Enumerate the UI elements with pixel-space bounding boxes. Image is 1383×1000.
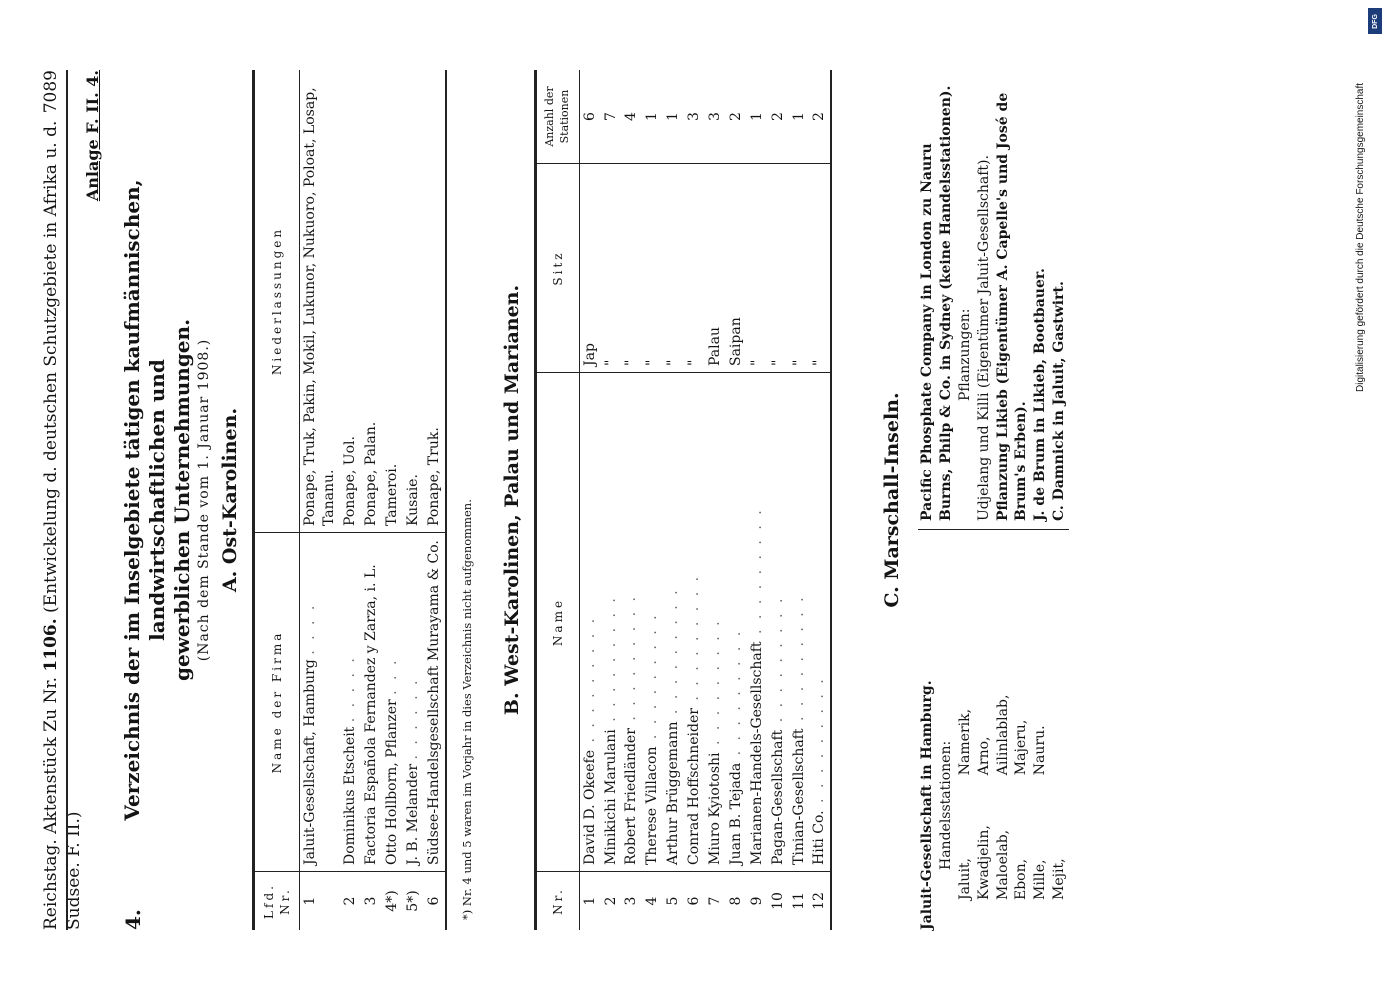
col-name: Name [536, 373, 580, 872]
station-item: Ailinlablab, [994, 694, 1011, 776]
leader-dots: . . . . . . . . . [748, 507, 765, 642]
table-row: 10 Pagan-Gesellschaft . . . . . . . . . " 2 [768, 70, 789, 930]
page-number: 7089 [41, 70, 61, 114]
station-item: Jaluit, [956, 857, 973, 900]
leader-dots: . . . . . . [404, 677, 421, 760]
station-item: Namerik, [956, 708, 973, 776]
table-row: 12 Hiti Co. . . . . . . . . . " 2 [809, 70, 831, 930]
section-b-heading: B. West-Karolinen, Palau und Marianen. [501, 284, 523, 716]
station-item: Nauru. [1032, 725, 1049, 776]
title-number: 4. [121, 909, 145, 930]
title-line-1: Verzeichnis der im Inselgebiete tätigen kaufmännischen, landwirtschaftlichen und [120, 179, 169, 821]
col-anzahl: Anzahl der Stationen [536, 70, 580, 164]
enterprise-line: Burns, Philp & Co. in Sydney (keine Handelsstationen). [937, 85, 954, 521]
digitization-note: Digitalisierung gefördert durch die Deutsche Forschungsgemeinschaft [1355, 82, 1366, 392]
title-subtitle: (Nach dem Stande vom 1. Januar 1908.) [196, 338, 212, 662]
table-row: 2 Dominikus Etscheit . . . . . Ponape, Uol. [340, 70, 361, 930]
leader-dots: . . . [383, 657, 400, 695]
leader-dots: . . . . . . . . . [644, 612, 661, 747]
leader-dots: . . . . . . . . . [602, 595, 619, 730]
marshall-left-column [918, 570, 1069, 930]
leader-dots: . . . . . . . . . [811, 676, 828, 811]
leader-dots: . . . . . [342, 655, 359, 723]
rotated-page [40, 70, 1290, 930]
table-row: 1 Jaluit-Gesellschaft, Hamburg . . . . Ponape, Truk, Pakin, Mokil, Lukunor, Nukuoro, Poloat, Losap, Tananu. [300, 70, 340, 930]
jaluit-title: Jaluit-Gesellschaft in Hamburg. [919, 680, 935, 930]
leader-dots: . . . . . . . . . [790, 594, 807, 729]
enterprise-line: Pflanzung Likieb (Eigentümer A. Capelle's und José de Brum's Erben). [994, 92, 1030, 521]
title-line-2: gewerblichen Unternehmungen. [170, 318, 194, 682]
station-item: Kwadjelin, [975, 825, 992, 900]
col-nr: Nr. [536, 872, 580, 931]
section-a-heading: A. Ost-Karolinen. [219, 407, 241, 593]
enterprise-line: Udjelang und Killi (Eigentümer Jaluit-Gesellschaft). [975, 155, 992, 521]
table-row: 6 Conrad Hoffschneider . . . . . . . . . " 3 [684, 70, 705, 930]
section-a-table [252, 70, 447, 930]
enterprise-line: Pflanzungen: [956, 308, 973, 401]
table-row: 9 Marianen-Handels-Gesellschaft . . . . . . . . . " 1 [747, 70, 768, 930]
enterprise-line: J. de Brum in Likieb, Bootbauer. [1032, 268, 1049, 521]
anlage-label: Anlage F. II. 4. [83, 70, 102, 202]
handelsstationen-label: Handelsstationen: [937, 740, 954, 870]
table-row: 11 Tinian-Gesellschaft . . . . . . . . . " 1 [789, 70, 810, 930]
table-row: 5 Arthur Brüggemann . . . . . . . . . " 1 [663, 70, 684, 930]
station-item: Ebon, [1013, 858, 1030, 900]
table-row: 2 Minikichi Marulani . . . . . . . . . " 7 [601, 70, 622, 930]
leader-dots: . . . . . . . . . [769, 595, 786, 730]
marshall-right-column [918, 81, 1069, 530]
table-row: 8 Juan B. Tejada . . . . . . . . . Saipan 2 [726, 70, 747, 930]
table-row: 4 Therese Villacon . . . . . . . . . " 1 [642, 70, 663, 930]
leader-dots: . . . . . . . . . [686, 573, 703, 709]
station-item: Mejit, [1051, 858, 1068, 900]
leader-dots: . . . . . . . . . [581, 615, 598, 750]
leader-dots: . . . . . . . . . [707, 618, 724, 753]
table-row: 6 Südsee-Handelsgesellschaft Murayama & Co. Ponape, Truk. [424, 70, 446, 930]
station-item: Arno, [975, 736, 992, 776]
table-row: 3 Robert Friedländer . . . . . . . . . " 4 [621, 70, 642, 930]
leader-dots: . . . . . . . . . [727, 628, 744, 763]
enterprise-line: Pacific Phosphate Company in London zu Nauru [919, 143, 935, 521]
stations-col-2 [956, 695, 1069, 776]
table-row: 7 Miuro Kyiotoshi . . . . . . . . . Palau 3 [705, 70, 726, 930]
leader-dots: . . . . . . . . . [665, 587, 682, 722]
table-row: 4*) Otto Hollborn, Pflanzer . . . Tameroi. [382, 70, 403, 930]
document-title [120, 70, 214, 930]
enterprise-line: C. Damnick in Jaluit, Gastwirt. [1051, 281, 1068, 521]
table-row: 5*) J. B. Melander . . . . . . Kusaie. [403, 70, 424, 930]
section-c-heading: C. Marschall-Inseln. [881, 392, 903, 608]
section-b-table [534, 70, 832, 930]
station-item: Maloelab, [994, 829, 1011, 900]
leader-dots: . . . . . . . . . [623, 593, 640, 729]
station-item: Majeru, [1013, 719, 1030, 776]
dfg-logo: DFG [1368, 8, 1382, 34]
col-firma: Name der Firma [254, 533, 300, 872]
running-header: Reichstag. Aktenstück Zu Nr. 1106. (Entwickelung d. deutschen Schutzgebiete in Afrika u. d. Südsee. F. II.) [41, 120, 84, 930]
footnote: *) Nr. 4 und 5 waren im Vorjahr in dies Verzeichnis nicht aufgenommen. [460, 499, 474, 920]
col-lfd-nr: Lfd. Nr. [254, 872, 300, 931]
stations-col-1 [956, 825, 1069, 900]
col-sitz: Sitz [536, 164, 580, 373]
header-divider [66, 70, 68, 930]
leader-dots: . . . . [302, 602, 319, 655]
table-row: 3 Factoria Española Fernandez y Zarza, i. L. Ponape, Palan. [361, 70, 382, 930]
station-item: Mille, [1032, 859, 1049, 900]
col-niederlassungen: Niederlassungen [254, 70, 300, 533]
table-row: 1 David D. Okeefe . . . . . . . . . Jap 6 [579, 70, 600, 930]
